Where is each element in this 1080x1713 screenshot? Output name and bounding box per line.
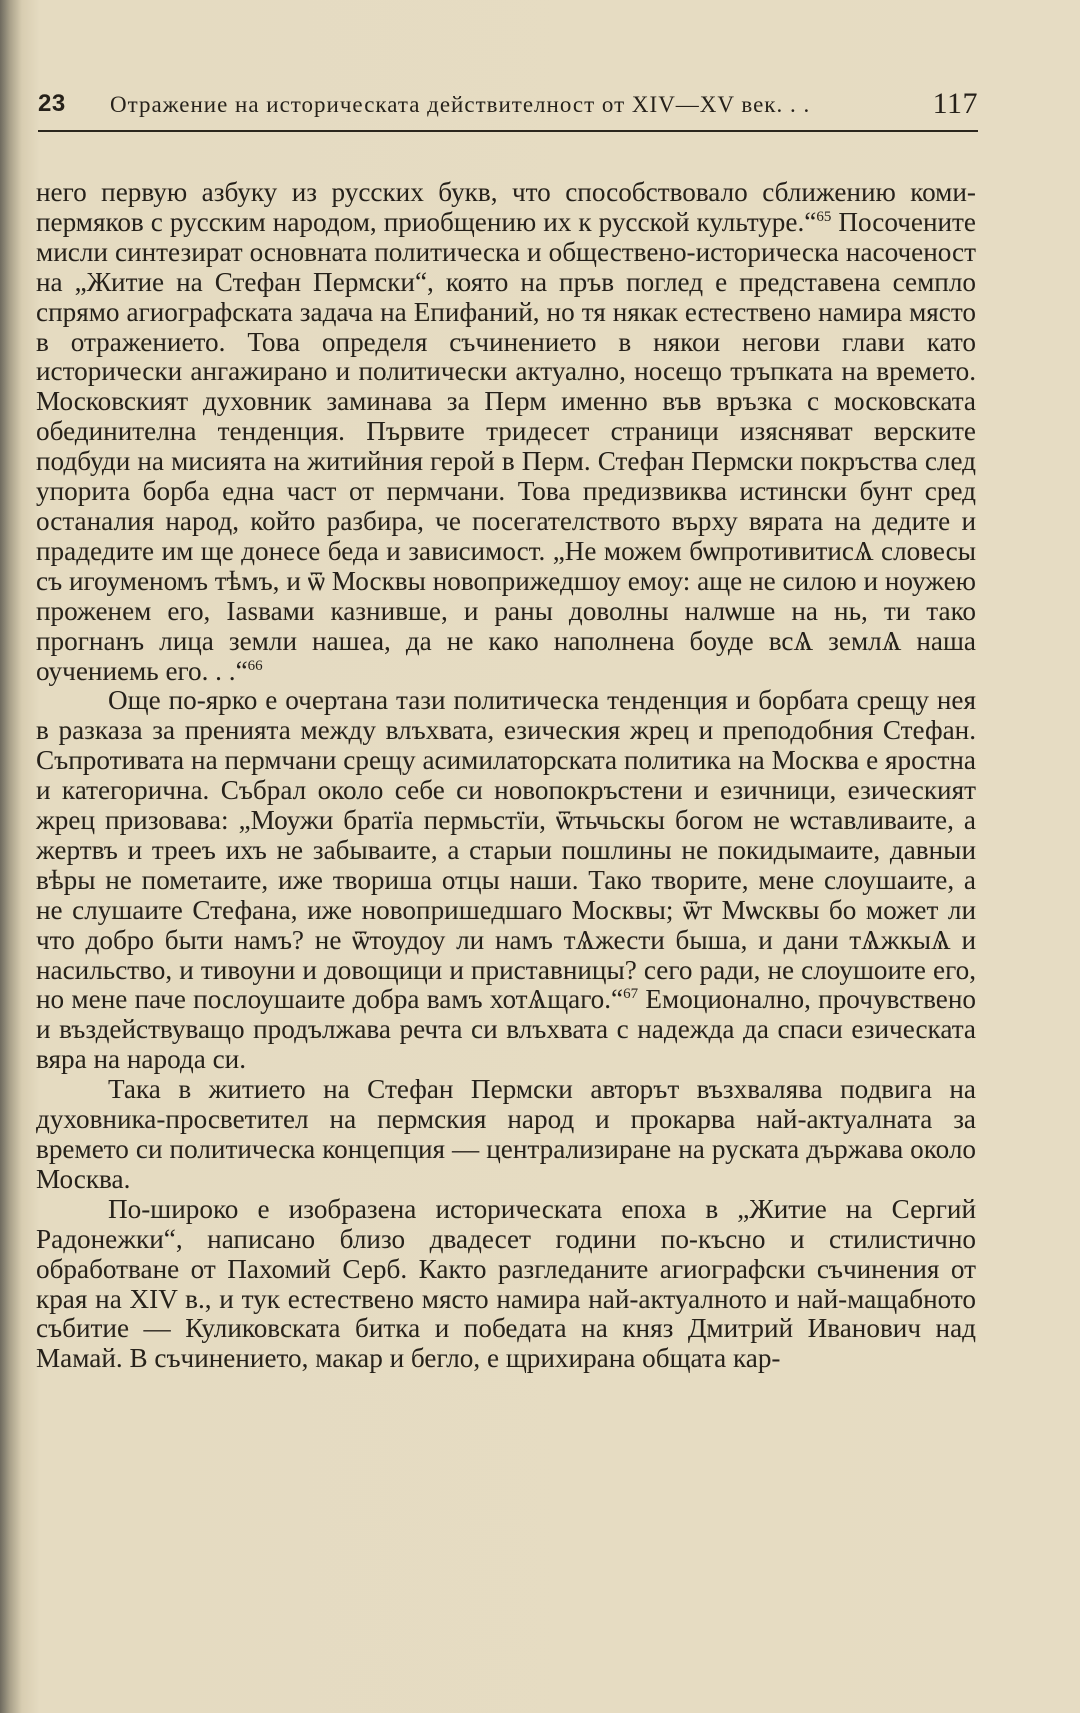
header-rule	[38, 130, 978, 132]
paragraph	[36, 686, 976, 1075]
paragraph	[36, 178, 976, 686]
footnote-ref: 66	[247, 657, 263, 674]
text-segment: Посочените мисли синтезират основната политическа и обществено-историческа насоченост на „Житие на Стефан Пермски“, която на пръв поглед е представена семпло спрямо агиографската задача на Епифаний, но тя някак естествено намира място в отражението. Това определя съчинението в някои негови глави като исторически ангажирано и политически актуално, носещо тръпката на времето. Московският духовник заминава за Перм именно във връзка с московската обединителна тенденция. Първите тридесет страници изясняват верските подбуди на мисията на житийния герой в Перм. Стефан Пермски покръства след упорита борба една част от пермчани. Това предизвиква истински бунт сред останалия народ, който разбира, че посегателството върху вярата на дедите и прадедите им ще донесе беда и зависимост. „Не можем бѡпротивитисѦ словесы съ игоуменомъ тѣмъ, и ѿ Москвы новоприжедшоу емоу: аще не силою и ноужею проженем его, Іаѕвами казнивше, и раны доволны налѡше на нь, ти тако прогнанъ лица земли нашеа, да не како наполнена боуде всѦ землѦ наша оучениемь его. . .“	[36, 206, 976, 686]
running-title: Отражение на историческата действителност от XIV—XV век. . .	[110, 92, 811, 117]
body-text	[36, 178, 976, 1374]
page-number: 117	[932, 87, 978, 120]
footnote-ref: 67	[623, 986, 639, 1003]
text-segment: Така в житието на Стефан Пермски авторът възхвалява подвига на духовника-просветител на пермския народ и прокарва най-актуалната за времето си политическа концепция — централизиране на руската държава около Москва.	[36, 1074, 976, 1194]
text-segment: Още по-ярко е очертана тази политическа тенденция и борбата срещу нея в разказа за пренията между влъхвата, езическия жрец и преподобния Стефан. Съпротивата на пермчани срещу асимилаторската политика на Москва е яростна и категорична. Събрал около себе си новопокръстени и езичници, езическият жрец призовава: „Моужи братїа пермьстїи, ѿтьчьскы богом не ѡставливаите, а жертвъ и трееъ ихъ не забываите, а старыи пошлины не покидымаите, давныи вѣры не пометаите, иже твориша отцы наши. Тако творите, мене слоушаите, а не слушаите Стефана, иже новопришедшаго Москвы; ѿт Мѡсквы бо может ли что добро быти намъ? не ѿтоудоу ли намъ тѦжести быша, и дани тѦжкыѦ и насильство, и тивоуни и довощици и приставницы? сего ради, не слоушоите его, но мене паче послоушаите добра вамъ хотѦщаго.“	[36, 685, 976, 1015]
paragraph	[36, 1075, 976, 1195]
footnote-ref: 65	[816, 208, 832, 225]
chapter-number: 23	[38, 90, 66, 117]
text-segment: По-широко е изобразена историческата епоха в „Житие на Сергий Радонежки“, написано близо двадесет години по-късно и стилистично обработване от Пахомий Серб. Както разгледаните агиографски съчинения от края на XIV в., и тук естествено място намира най-актуалното и най-мащабното събитие — Куликовската битка и победата на княз Дмитрий Иванович над Мамай. В съчинението, макар и бегло, е щрихирана общата кар-	[36, 1193, 976, 1374]
text-segment: него первую азбуку из русских букв, что способствовало сближению коми-пермяков с русским народом, приобщению их к русской культуре.“	[36, 177, 976, 237]
running-header	[38, 87, 978, 130]
text-segment: Емоционално, прочувствено и въздействуващо продължава речта си влъхвата с надежда да спаси езическата вяра на народа си.	[36, 984, 976, 1075]
paragraph	[36, 1195, 976, 1374]
